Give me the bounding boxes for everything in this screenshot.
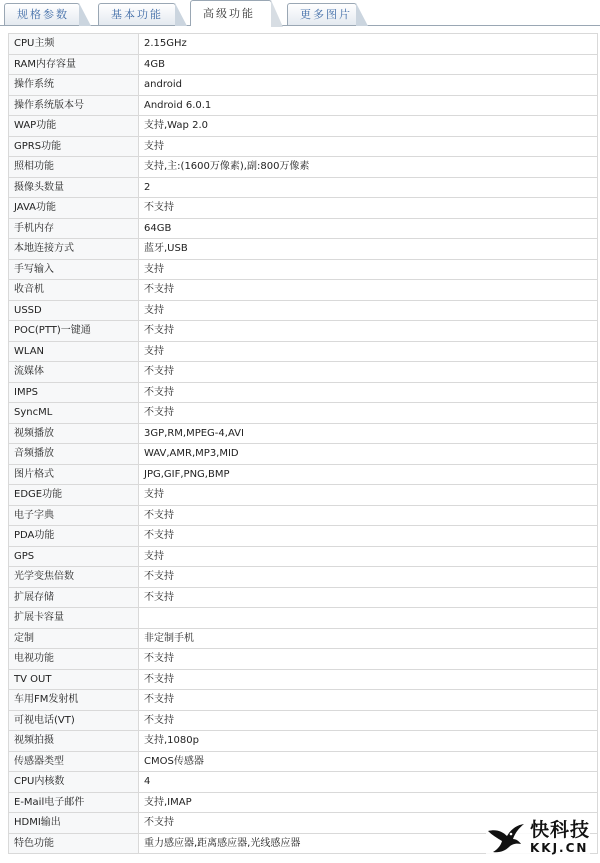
spec-row	[9, 403, 598, 424]
spec-row	[9, 792, 598, 813]
spec-label: 扩展存储	[9, 587, 139, 608]
spec-value: 不支持	[139, 505, 598, 526]
spec-value: 重力感应器,距离感应器,光线感应器	[139, 833, 598, 854]
spec-value: 不支持	[139, 567, 598, 588]
spec-value: Android 6.0.1	[139, 95, 598, 116]
spec-row	[9, 362, 598, 383]
spec-row	[9, 628, 598, 649]
spec-row	[9, 669, 598, 690]
spec-row	[9, 75, 598, 96]
spec-value: 支持,1080p	[139, 731, 598, 752]
spec-value: 支持	[139, 546, 598, 567]
spec-label: USSD	[9, 300, 139, 321]
spec-row	[9, 341, 598, 362]
spec-label: HDMI输出	[9, 813, 139, 834]
spec-value: 不支持	[139, 382, 598, 403]
spec-value: 2.15GHz	[139, 34, 598, 55]
spec-label: 摄像头数量	[9, 177, 139, 198]
spec-value: android	[139, 75, 598, 96]
spec-value: 不支持	[139, 587, 598, 608]
spec-value: 4	[139, 772, 598, 793]
spec-row	[9, 423, 598, 444]
spec-row	[9, 280, 598, 301]
spec-value: 2	[139, 177, 598, 198]
spec-label: PDA功能	[9, 526, 139, 547]
spec-value: 支持	[139, 136, 598, 157]
spec-value: JPG,GIF,PNG,BMP	[139, 464, 598, 485]
spec-label: 照相功能	[9, 157, 139, 178]
spec-value: CMOS传感器	[139, 751, 598, 772]
spec-label: 手机内存	[9, 218, 139, 239]
spec-value: 支持	[139, 300, 598, 321]
tab-bar	[0, 0, 600, 30]
spec-row	[9, 587, 598, 608]
spec-value: WAV,AMR,MP3,MID	[139, 444, 598, 465]
spec-label: TV OUT	[9, 669, 139, 690]
spec-row	[9, 136, 598, 157]
spec-value: 不支持	[139, 669, 598, 690]
spec-row	[9, 444, 598, 465]
spec-row	[9, 505, 598, 526]
spec-row	[9, 239, 598, 260]
swallow-logo-icon	[486, 817, 526, 857]
spec-label: 传感器类型	[9, 751, 139, 772]
spec-label: 手写输入	[9, 259, 139, 280]
spec-value: 支持,IMAP	[139, 792, 598, 813]
spec-row	[9, 546, 598, 567]
spec-label: 收音机	[9, 280, 139, 301]
spec-table-body	[9, 34, 598, 854]
watermark-name: 快科技	[529, 819, 590, 841]
spec-label: 操作系统	[9, 75, 139, 96]
spec-label: 视频拍摄	[9, 731, 139, 752]
spec-label: 本地连接方式	[9, 239, 139, 260]
spec-row	[9, 218, 598, 239]
spec-label: 音频播放	[9, 444, 139, 465]
spec-row	[9, 321, 598, 342]
spec-value: 支持	[139, 485, 598, 506]
spec-label: GPS	[9, 546, 139, 567]
spec-row	[9, 567, 598, 588]
spec-label: POC(PTT)一键通	[9, 321, 139, 342]
spec-row	[9, 259, 598, 280]
spec-label: E-Mail电子邮件	[9, 792, 139, 813]
spec-value: 非定制手机	[139, 628, 598, 649]
tab-more-pictures[interactable]: 更多图片	[287, 3, 357, 25]
spec-label: CPU主频	[9, 34, 139, 55]
spec-label: GPRS功能	[9, 136, 139, 157]
spec-row	[9, 526, 598, 547]
spec-row	[9, 608, 598, 629]
spec-row	[9, 198, 598, 219]
spec-value: 不支持	[139, 198, 598, 219]
spec-value: 不支持	[139, 280, 598, 301]
spec-value: 64GB	[139, 218, 598, 239]
spec-row	[9, 772, 598, 793]
spec-label: JAVA功能	[9, 198, 139, 219]
tab-basic-features[interactable]: 基本功能	[98, 3, 176, 25]
spec-row	[9, 731, 598, 752]
spec-value: 支持,主:(1600万像素),副:800万像素	[139, 157, 598, 178]
spec-row	[9, 116, 598, 137]
spec-value: 不支持	[139, 690, 598, 711]
spec-row	[9, 464, 598, 485]
spec-label: 扩展卡容量	[9, 608, 139, 629]
spec-label: EDGE功能	[9, 485, 139, 506]
spec-value: 不支持	[139, 403, 598, 424]
spec-label: 视频播放	[9, 423, 139, 444]
spec-value: 不支持	[139, 649, 598, 670]
spec-label: RAM内存容量	[9, 54, 139, 75]
spec-label: 车用FM发射机	[9, 690, 139, 711]
spec-row	[9, 34, 598, 55]
spec-label: WAP功能	[9, 116, 139, 137]
spec-label: 图片格式	[9, 464, 139, 485]
spec-table	[8, 33, 598, 854]
watermark	[486, 817, 590, 857]
spec-value: 蓝牙,USB	[139, 239, 598, 260]
spec-row	[9, 382, 598, 403]
spec-label: 操作系统版本号	[9, 95, 139, 116]
spec-value: 支持	[139, 341, 598, 362]
spec-row	[9, 485, 598, 506]
spec-label: 光学变焦倍数	[9, 567, 139, 588]
spec-value	[139, 608, 598, 629]
spec-row	[9, 95, 598, 116]
spec-value: 不支持	[139, 710, 598, 731]
spec-row	[9, 751, 598, 772]
spec-label: 可视电话(VT)	[9, 710, 139, 731]
spec-label: 定制	[9, 628, 139, 649]
spec-label: WLAN	[9, 341, 139, 362]
spec-label: 特色功能	[9, 833, 139, 854]
spec-value: 支持	[139, 259, 598, 280]
spec-row	[9, 710, 598, 731]
tab-spec-params[interactable]: 规格参数	[4, 3, 80, 25]
spec-value: 支持,Wap 2.0	[139, 116, 598, 137]
spec-value: 3GP,RM,MPEG-4,AVI	[139, 423, 598, 444]
spec-value: 不支持	[139, 813, 598, 834]
spec-row	[9, 300, 598, 321]
spec-row	[9, 649, 598, 670]
spec-row	[9, 157, 598, 178]
spec-row	[9, 690, 598, 711]
spec-label: 流媒体	[9, 362, 139, 383]
tab-advanced-features[interactable]: 高级功能	[190, 0, 272, 26]
spec-label: SyncML	[9, 403, 139, 424]
spec-value: 4GB	[139, 54, 598, 75]
spec-value: 不支持	[139, 362, 598, 383]
spec-row	[9, 177, 598, 198]
spec-label: 电子字典	[9, 505, 139, 526]
spec-label: 电视功能	[9, 649, 139, 670]
spec-row	[9, 54, 598, 75]
spec-label: CPU内核数	[9, 772, 139, 793]
spec-value: 不支持	[139, 526, 598, 547]
watermark-domain: KKJ.CN	[529, 841, 589, 855]
spec-value: 不支持	[139, 321, 598, 342]
spec-label: IMPS	[9, 382, 139, 403]
